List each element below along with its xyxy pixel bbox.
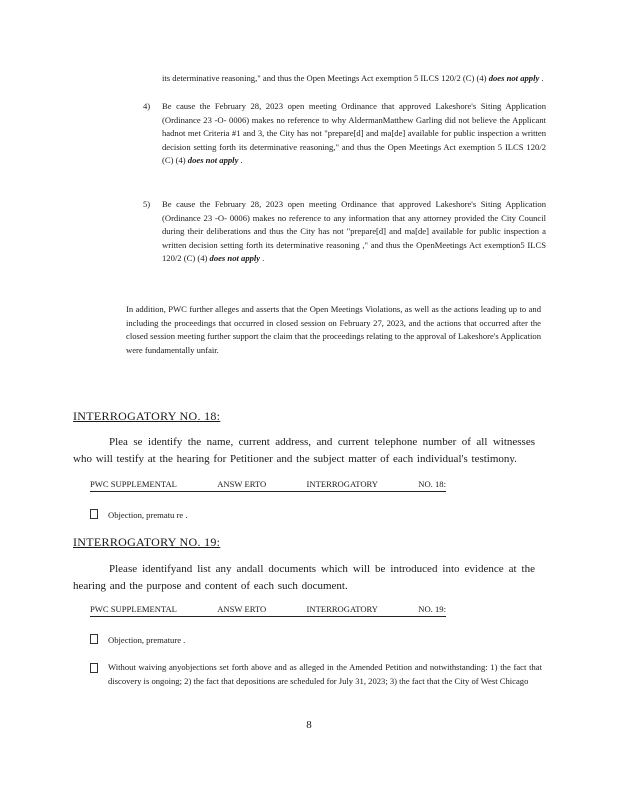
interrogatory-19-answer-heading — [90, 604, 446, 617]
answer-heading-part: ANSW ERTO — [217, 479, 267, 489]
answer-heading-part: PWC SUPPLEMENTAL — [90, 479, 177, 489]
list-item-number: 4) — [143, 101, 151, 111]
answer-heading-part: NO. 18: — [418, 479, 446, 489]
list-item-text: Be cause the February 28, 2023 open meeting Ordinance that approved Lakeshore's Siting Application (Ordinance 23 -O- 0006) makes no reference to any information that any attorney provided the City Council during their deliberations and thus the City has not "prepare[d] and ma[de] available for public inspection a written decision setting forth its determinative reasoning ," and thus the OpenMeetings Act exemption5 ILCS 120/2 (C) (4) — [162, 199, 546, 264]
list-item-emphasis: does not apply — [187, 155, 239, 166]
interrogatory-19-heading: INTERROGATORY NO. 19: — [73, 535, 221, 549]
answer-heading-part: ANSW ERTO — [217, 604, 267, 614]
continued-text: its determinative reasoning," and thus the Open Meetings Act exemption 5 ILCS 120/2 (C) (4) — [162, 73, 487, 83]
interrogatory-19-answer-1 — [90, 634, 185, 645]
interrogatory-18-answer — [90, 509, 187, 520]
list-item-5: 5) Be cause the February 28, 2023 open meeting Ordinance that approved Lakeshore's Siting Application (Ordinance 23 -O- 0006) makes no reference to any information that any attorney provided the City Council during their deliberations and thus the City has not "prepare[d] and ma[de] available for public inspection a written decision setting forth its determinative reasoning ," and thus the OpenMeetings Act exemption5 ILCS 120/2 (C) (4) does not apply . — [143, 198, 546, 266]
bullet-box-icon — [90, 663, 98, 673]
list-item-number: 5) — [143, 199, 151, 209]
bullet-box-icon — [90, 634, 98, 644]
list-item-text: Be cause the February 28, 2023 open meeting Ordinance that approved Lakeshore's Siting Application (Ordinance 23 -O- 0006) makes no reference to why AldermanMatthew Garling did not believe the Applicant hadnot met Criteria #1 and 3, the City has not "prepare[d] and ma[de] available for public inspection a written decision setting forth its determinative reasoning," and thus the Open Meetings Act exemption 5 ILCS 120/2 (C) (4) — [162, 101, 546, 166]
continued-emphasis: does not apply — [488, 73, 540, 83]
answer-heading-part: NO. 19: — [418, 604, 446, 614]
interrogatory-18-heading: INTERROGATORY NO. 18: — [73, 409, 221, 423]
continued-item-text: its determinative reasoning," and thus the Open Meetings Act exemption 5 ILCS 120/2 (C) (4) does not apply . — [162, 73, 544, 83]
answer-heading-part: PWC SUPPLEMENTAL — [90, 604, 177, 614]
page-number: 8 — [306, 719, 312, 731]
list-item-4: 4) Be cause the February 28, 2023 open meeting Ordinance that approved Lakeshore's Siting Application (Ordinance 23 -O- 0006) makes no reference to why AldermanMatthew Garling did not believe the Applicant hadnot met Criteria #1 and 3, the City has not "prepare[d] and ma[de] available for public inspection a written decision setting forth its determinative reasoning," and thus the Open Meetings Act exemption 5 ILCS 120/2 (C) (4) does not apply . — [143, 100, 546, 168]
answer-text: Without waiving anyobjections set forth above and as alleged in the Amended Petition and notwithstanding: 1) the fact that discovery is ongoing; 2) the fact that depositions are scheduled for July 31, 2023; 3) the fact that the City of West Chicago — [108, 662, 542, 686]
interrogatory-18-question: Plea se identify the name, current address, and current telephone number of all witnesses who will testify at the hearing for Petitioner and the subject matter of each individual's testimony. — [73, 436, 535, 465]
answer-text: Objection, prematu re . — [108, 510, 188, 520]
answer-text: Objection, premature . — [108, 635, 186, 645]
interrogatory-19-question: Please identifyand list any andall documents which will be introduced into evidence at the hearing and the purpose and content of each such document. — [73, 563, 535, 592]
answer-heading-part: INTERROGATORY — [306, 604, 378, 614]
bullet-box-icon — [90, 509, 98, 519]
additional-allegations-paragraph: In addition, PWC further alleges and asserts that the Open Meetings Violations, as well as the actions leading up to and including the proceedings that occurred in closed session on February 27, 2023, and the actions that occurred after the closed session meeting further support the claim that the proceedings relating to the approval of Lakeshore's Application were fundamentally unfair. — [126, 304, 541, 355]
interrogatory-18-answer-heading — [90, 479, 446, 492]
list-item-emphasis: does not apply — [209, 253, 261, 264]
interrogatory-19-answer-2 — [90, 661, 542, 688]
answer-heading-part: INTERROGATORY — [306, 479, 378, 489]
